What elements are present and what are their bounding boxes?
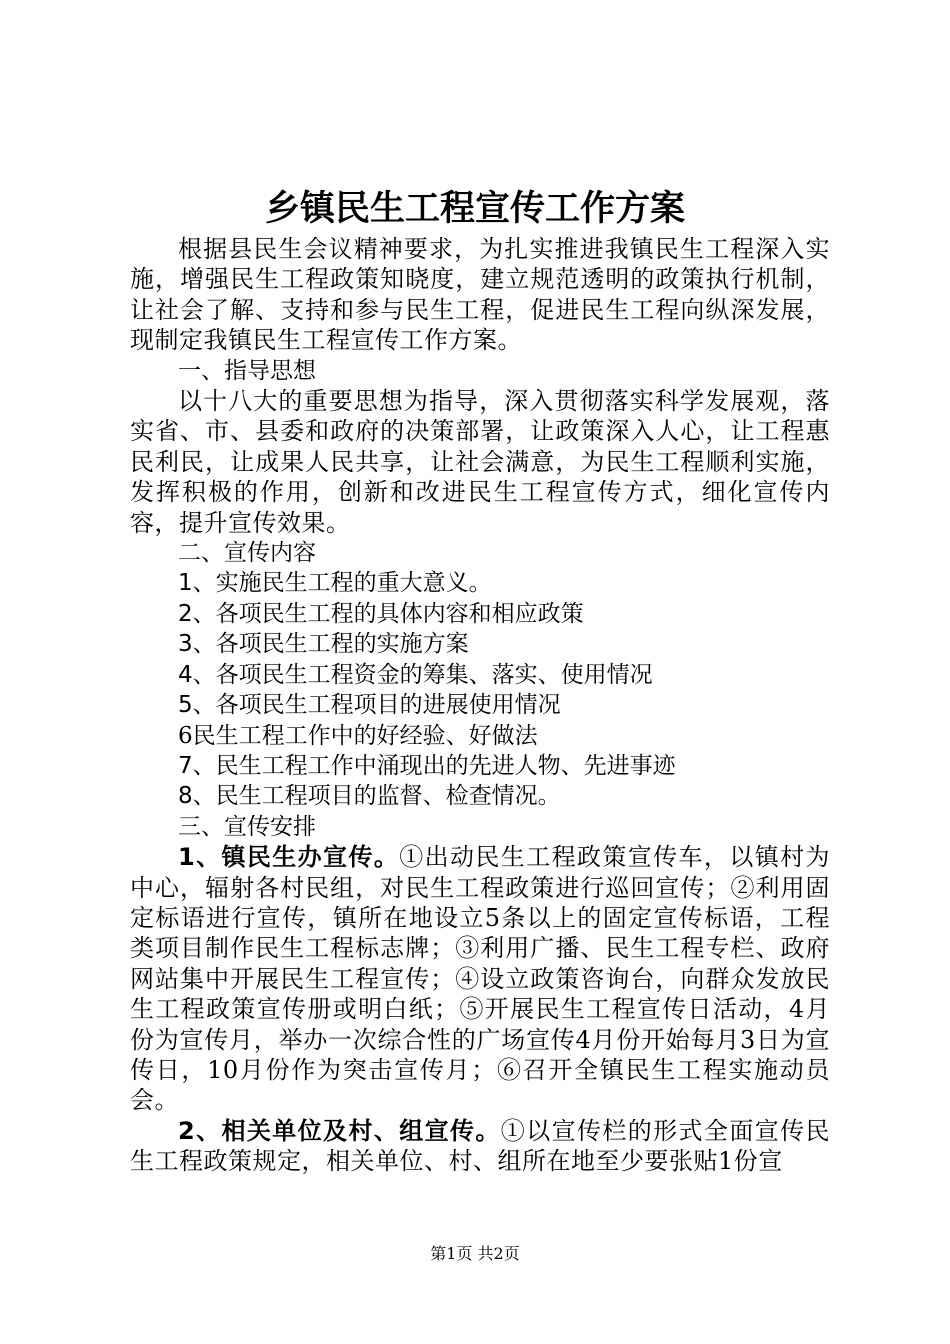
- section-heading-content: 二、宣传内容: [178, 540, 316, 567]
- arrangement-paragraph-1: [130, 842, 830, 1116]
- list-item: 4、各项民生工程资金的筹集、落实、使用情况: [178, 661, 653, 688]
- page-footer: 第1页 共2页: [430, 1244, 520, 1263]
- arrangement-paragraph-2: [130, 1116, 830, 1177]
- paragraph-text: ①出动民生工程政策宣传车，以镇村为中心，辐射各村民组，对民生工程政策进行巡回宣传；②利用固定标语进行宣传，镇所在地设立5条以上的固定宣传标语，工程类项目制作民生工程标志牌；③利用广播、民生工程专栏、政府网站集中开展民生工程宣传；④设立政策咨询台，向群众发放民生工程政策宣传册或明白纸；⑤开展民生工程宣传日活动，4月份为宣传月，举办一次综合性的广场宣传4月份开始每月3日为宣传日，10月份作为突击宣传月；⑥召开全镇民生工程实施动员会。: [130, 843, 831, 1115]
- document-body: [130, 234, 830, 1177]
- paragraph-lead: 1、镇民生办宣传。: [178, 843, 400, 872]
- list-item: 1、实施民生工程的重大意义。: [178, 570, 492, 597]
- list-item: 3、各项民生工程的实施方案: [178, 631, 469, 658]
- document-title: 乡镇民生工程宣传工作方案: [264, 189, 685, 229]
- section-heading-guiding-thought: 一、指导思想: [178, 357, 316, 384]
- paragraph-lead: 2、相关单位及村、组宣传。: [178, 1116, 501, 1145]
- list-item: 6民生工程工作中的好经验、好做法: [178, 722, 538, 749]
- list-item: 5、各项民生工程项目的进展使用情况: [178, 692, 561, 719]
- intro-paragraph: 根据县民生会议精神要求，为扎实推进我镇民生工程深入实施，增强民生工程政策知晓度，建立规范透明的政策执行机制，让社会了解、支持和参与民生工程，促进民生工程向纵深发展，现制定我镇民生工程宣传工作方案。: [130, 235, 830, 355]
- guiding-thought-paragraph: 以十八大的重要思想为指导，深入贯彻落实科学发展观，落实省、市、县委和政府的决策部署，让政策深入人心，让工程惠民利民，让成果人民共享，让社会满意，为民生工程顺利实施，发挥积极的作用，创新和改进民生工程宣传方式，细化宣传内容，提升宣传效果。: [130, 387, 830, 537]
- list-item: 8、民生工程项目的监督、检查情况。: [178, 783, 561, 810]
- section-heading-arrangement: 三、宣传安排: [178, 813, 316, 840]
- list-item: 2、各项民生工程的具体内容和相应政策: [178, 600, 584, 627]
- list-item: 7、民生工程工作中涌现出的先进人物、先进事迹: [178, 752, 676, 779]
- paragraph-text: ①以宣传栏的形式全面宣传民生工程政策规定，相关单位、村、组所在地至少要张贴1份宣: [130, 1116, 830, 1176]
